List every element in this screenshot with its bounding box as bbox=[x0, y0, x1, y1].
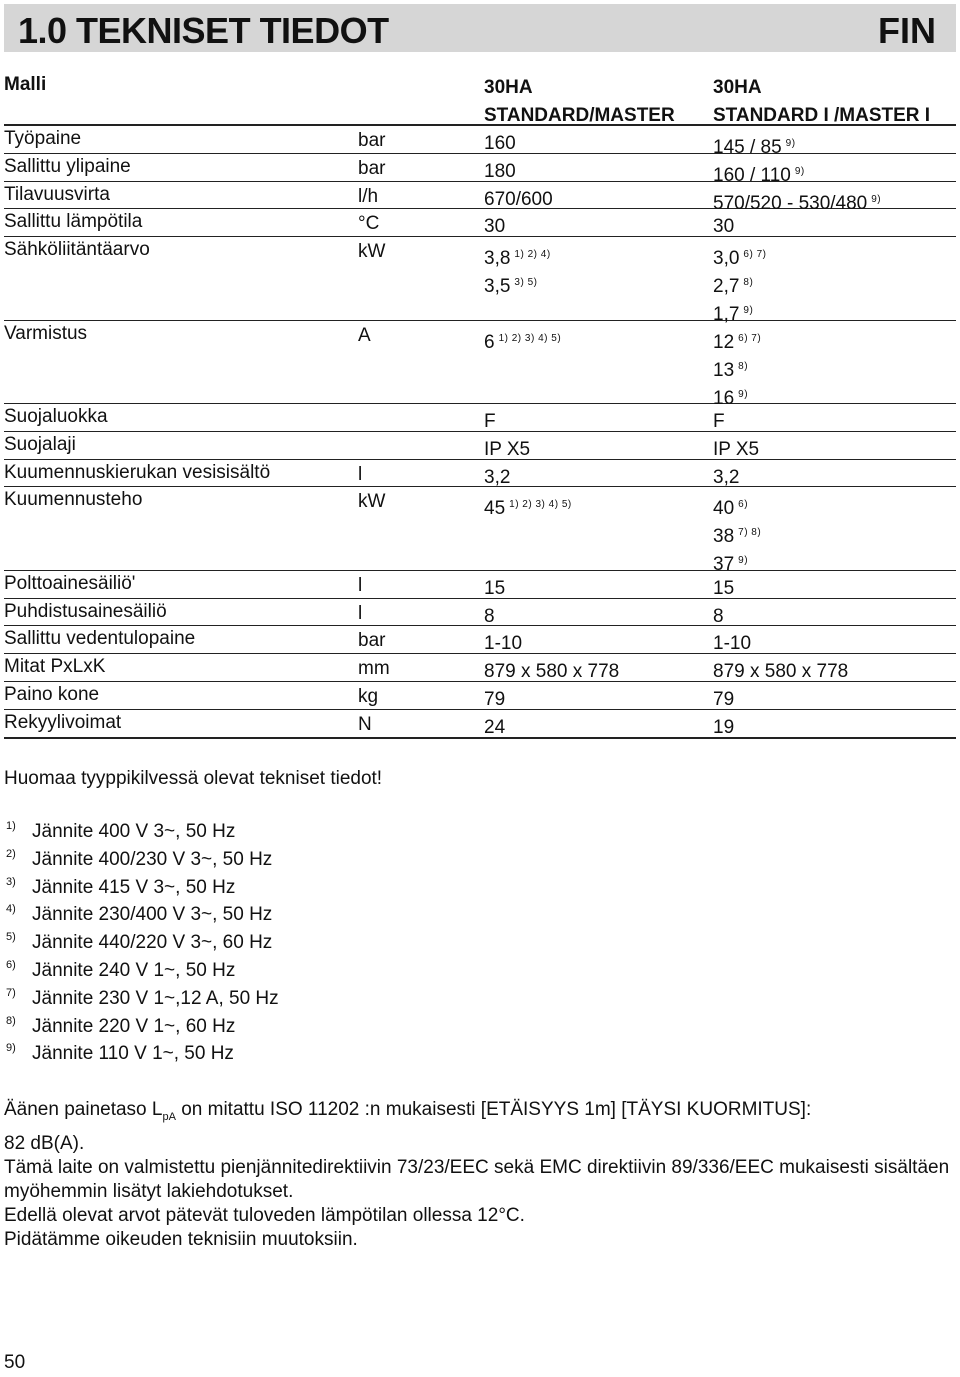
footnote-ref: 1) 2) 3) 4) 5) bbox=[509, 499, 572, 511]
row-unit: mm bbox=[358, 658, 390, 680]
value-text: IP X5 bbox=[484, 438, 531, 460]
footnote-ref: 9) bbox=[738, 555, 749, 567]
row-unit: kW bbox=[358, 241, 386, 263]
temperature-paragraph: Edellä olevat arvot pätevät tuloveden lämpötilan ollessa 12°C. bbox=[4, 1205, 525, 1226]
table-row bbox=[4, 599, 956, 627]
row-unit: l bbox=[358, 463, 363, 485]
value-text: 879 x 580 x 778 bbox=[713, 661, 849, 683]
value-text: 145 / 85 bbox=[713, 137, 782, 158]
table-row bbox=[4, 432, 956, 460]
model-col1-line2: STANDARD/MASTER bbox=[484, 105, 675, 126]
footnote-mark: 1) bbox=[6, 820, 16, 832]
value-text: 24 bbox=[484, 716, 506, 738]
row-value-c2 bbox=[713, 241, 766, 325]
row-label: Työpaine bbox=[4, 128, 82, 149]
value-text: 3,2 bbox=[484, 466, 511, 488]
value-text: 6 bbox=[484, 331, 495, 353]
nameplate-note: Huomaa tyyppikilvessä olevat tekniset tiedot! bbox=[4, 768, 383, 789]
footnote-text: Jännite 230 V 1~,12 A, 50 Hz bbox=[32, 987, 279, 1009]
value-text: 30 bbox=[713, 216, 735, 238]
row-label: Sallittu lämpötila bbox=[4, 211, 143, 233]
footnote-text: Jännite 220 V 1~, 60 Hz bbox=[32, 1015, 236, 1037]
footnote-ref: 9) bbox=[871, 193, 882, 205]
page-number: 50 bbox=[4, 1352, 26, 1373]
footnote-mark: 6) bbox=[6, 958, 16, 971]
row-label: Varmistus bbox=[4, 322, 88, 344]
table-row bbox=[4, 626, 956, 654]
value-text: 160 / 110 bbox=[713, 164, 791, 186]
footnote-ref: 8) bbox=[743, 277, 754, 289]
value-text: F bbox=[484, 410, 496, 432]
value-text: 30 bbox=[484, 216, 506, 238]
value-line bbox=[484, 714, 505, 742]
row-label: Rekyylivoimat bbox=[4, 711, 122, 733]
sound-level-paragraph bbox=[4, 1098, 954, 1129]
footnote-text: Jännite 240 V 1~, 50 Hz bbox=[32, 959, 236, 981]
model-col2-header bbox=[713, 74, 930, 130]
value-line bbox=[484, 269, 551, 297]
value-line bbox=[713, 714, 734, 742]
footnote-ref: 1) 2) 3) 4) 5) bbox=[498, 332, 562, 344]
value-text: 3,2 bbox=[713, 466, 740, 488]
row-unit: bar bbox=[358, 130, 386, 151]
value-text: 1,7 bbox=[713, 304, 740, 326]
row-label: Paino kone bbox=[4, 683, 100, 705]
value-text: 3,8 bbox=[484, 248, 511, 270]
table-row bbox=[4, 237, 956, 326]
value-line bbox=[713, 325, 761, 353]
footnote-ref: 8) bbox=[738, 360, 749, 372]
model-col1-line1: 30HA bbox=[484, 77, 533, 98]
row-label: Puhdistusainesäiliö bbox=[4, 600, 167, 622]
row-value-c2 bbox=[713, 325, 761, 409]
table-row bbox=[4, 182, 956, 214]
value-text: 16 bbox=[713, 387, 735, 409]
table-row bbox=[4, 682, 956, 710]
row-label: Kuumennuskierukan vesisisältö bbox=[4, 461, 271, 483]
table-row bbox=[4, 154, 956, 186]
value-line bbox=[713, 241, 766, 269]
table-row bbox=[4, 571, 956, 599]
row-label: Sallittu vedentulopaine bbox=[4, 628, 196, 650]
footnote-mark: 5) bbox=[6, 931, 16, 944]
page-header bbox=[4, 4, 956, 52]
footnote-ref: 3) 5) bbox=[514, 277, 538, 289]
value-text: 79 bbox=[713, 688, 735, 710]
rights-paragraph: Pidätämme oikeuden teknisiin muutoksiin. bbox=[4, 1229, 358, 1250]
footnote-mark: 3) bbox=[6, 875, 16, 888]
sound-value: 82 dB(A). bbox=[4, 1133, 85, 1154]
table-row bbox=[4, 404, 956, 432]
footnote-ref: 9) bbox=[794, 165, 805, 177]
value-text: 160 bbox=[484, 133, 516, 154]
value-line bbox=[713, 269, 766, 297]
row-unit: kg bbox=[358, 685, 379, 707]
value-text: 13 bbox=[713, 359, 735, 381]
value-text: 40 bbox=[713, 498, 735, 520]
table-row bbox=[4, 460, 956, 488]
value-text: 15 bbox=[484, 577, 506, 599]
value-text: 1-10 bbox=[713, 633, 752, 655]
footnote-mark: 8) bbox=[6, 1014, 16, 1027]
value-text: IP X5 bbox=[713, 438, 760, 460]
footnote-ref: 9) bbox=[738, 388, 749, 400]
row-unit: l bbox=[358, 574, 363, 596]
row-label: Suojaluokka bbox=[4, 405, 108, 427]
value-text: 38 bbox=[713, 526, 735, 548]
table-row bbox=[4, 321, 956, 409]
value-text: 45 bbox=[484, 498, 506, 520]
row-unit: bar bbox=[358, 157, 386, 179]
value-text: 12 bbox=[713, 331, 735, 353]
value-text: 8 bbox=[713, 605, 724, 627]
model-label: Malli bbox=[4, 74, 47, 95]
table-header bbox=[4, 68, 956, 126]
table-row bbox=[4, 710, 956, 739]
row-unit: bar bbox=[358, 630, 386, 652]
footnote-ref: 9) bbox=[743, 305, 754, 317]
row-label: Suojalaji bbox=[4, 433, 76, 455]
row-label: Mitat PxLxK bbox=[4, 656, 106, 678]
table-row bbox=[4, 654, 956, 682]
footnote-text: Jännite 400/230 V 3~, 50 Hz bbox=[32, 848, 273, 870]
row-label: Kuumennusteho bbox=[4, 489, 143, 511]
value-text: 15 bbox=[713, 577, 735, 599]
row-value-c1 bbox=[484, 491, 572, 519]
footnote-ref: 6) 7) bbox=[743, 249, 767, 261]
value-text: 3,5 bbox=[484, 276, 511, 298]
table-row bbox=[4, 487, 956, 576]
row-value-c2 bbox=[713, 491, 761, 575]
model-col1-header bbox=[484, 74, 675, 130]
sound-subscript: pA bbox=[162, 1110, 176, 1123]
specs-table bbox=[4, 68, 956, 739]
language-code: FIN bbox=[878, 10, 936, 51]
value-text: 3,0 bbox=[713, 248, 740, 270]
row-unit: l/h bbox=[358, 185, 379, 207]
row-value-c1 bbox=[484, 241, 551, 297]
value-text: F bbox=[713, 410, 725, 432]
value-line bbox=[713, 519, 761, 547]
row-label: Sähköliitäntäarvo bbox=[4, 239, 150, 261]
footnote-text: Jännite 440/220 V 3~, 60 Hz bbox=[32, 932, 273, 954]
value-line bbox=[484, 325, 561, 353]
row-unit: A bbox=[358, 324, 371, 346]
value-line bbox=[484, 241, 551, 269]
row-unit: N bbox=[358, 713, 372, 735]
row-value-c1 bbox=[484, 325, 561, 353]
value-text: 879 x 580 x 778 bbox=[484, 661, 620, 683]
footnote-text: Jännite 230/400 V 3~, 50 Hz bbox=[32, 904, 273, 926]
row-label: Polttoainesäiliö' bbox=[4, 572, 136, 594]
footnote-mark: 2) bbox=[6, 847, 16, 860]
footnote-ref: 6) bbox=[738, 499, 749, 511]
value-line bbox=[713, 491, 761, 519]
value-text: 37 bbox=[713, 554, 735, 576]
value-line bbox=[484, 491, 572, 519]
footnote-ref: 9) bbox=[785, 138, 796, 149]
footnote-ref: 6) 7) bbox=[738, 332, 762, 344]
footnote-mark: 9) bbox=[6, 1042, 16, 1055]
page-title: 1.0 TEKNISET TIEDOT bbox=[18, 10, 389, 51]
value-text: 8 bbox=[484, 605, 495, 627]
footnote-ref: 1) 2) 4) bbox=[514, 249, 551, 261]
footnote-ref: 7) 8) bbox=[738, 527, 762, 539]
value-text: 2,7 bbox=[713, 276, 740, 298]
row-label: Tilavuusvirta bbox=[4, 183, 110, 205]
value-text: 1-10 bbox=[484, 633, 523, 655]
value-text: 570/520 - 530/480 bbox=[713, 192, 868, 214]
sound-prefix: Äänen painetaso L bbox=[4, 1099, 163, 1120]
table-row bbox=[4, 126, 956, 158]
table-body bbox=[4, 126, 956, 739]
value-text: 180 bbox=[484, 160, 516, 182]
row-label: Sallittu ylipaine bbox=[4, 155, 131, 177]
value-text: 79 bbox=[484, 688, 506, 710]
model-col2-line1: 30HA bbox=[713, 77, 762, 98]
footnote-text: Jännite 400 V 3~, 50 Hz bbox=[32, 821, 236, 842]
row-value-c2 bbox=[713, 714, 734, 742]
row-unit: l bbox=[358, 602, 363, 624]
table-row bbox=[4, 209, 956, 237]
value-text: 19 bbox=[713, 716, 735, 738]
model-col2-line2: STANDARD I /MASTER I bbox=[713, 105, 931, 126]
footnote-mark: 7) bbox=[6, 986, 16, 999]
value-line bbox=[713, 353, 761, 381]
footnote-text: Jännite 110 V 1~, 50 Hz bbox=[32, 1043, 234, 1065]
footnote-text: Jännite 415 V 3~, 50 Hz bbox=[32, 876, 236, 898]
value-text: 670/600 bbox=[484, 188, 553, 210]
row-value-c1 bbox=[484, 714, 505, 742]
footnote-mark: 4) bbox=[6, 903, 16, 916]
row-unit: kW bbox=[358, 491, 386, 513]
sound-suffix: on mitattu ISO 11202 :n mukaisesti [ETÄISYYS 1m] [TÄYSI KUORMITUS]: bbox=[175, 1099, 812, 1120]
row-unit: °C bbox=[358, 213, 380, 235]
directive-paragraph: Tämä laite on valmistettu pienjännitedirektiivin 73/23/EEC sekä EMC direktiivin 89/336/EEC mukaisesti sisältäen myöhemmin lisätyt lakiehdotukset. bbox=[4, 1157, 950, 1202]
